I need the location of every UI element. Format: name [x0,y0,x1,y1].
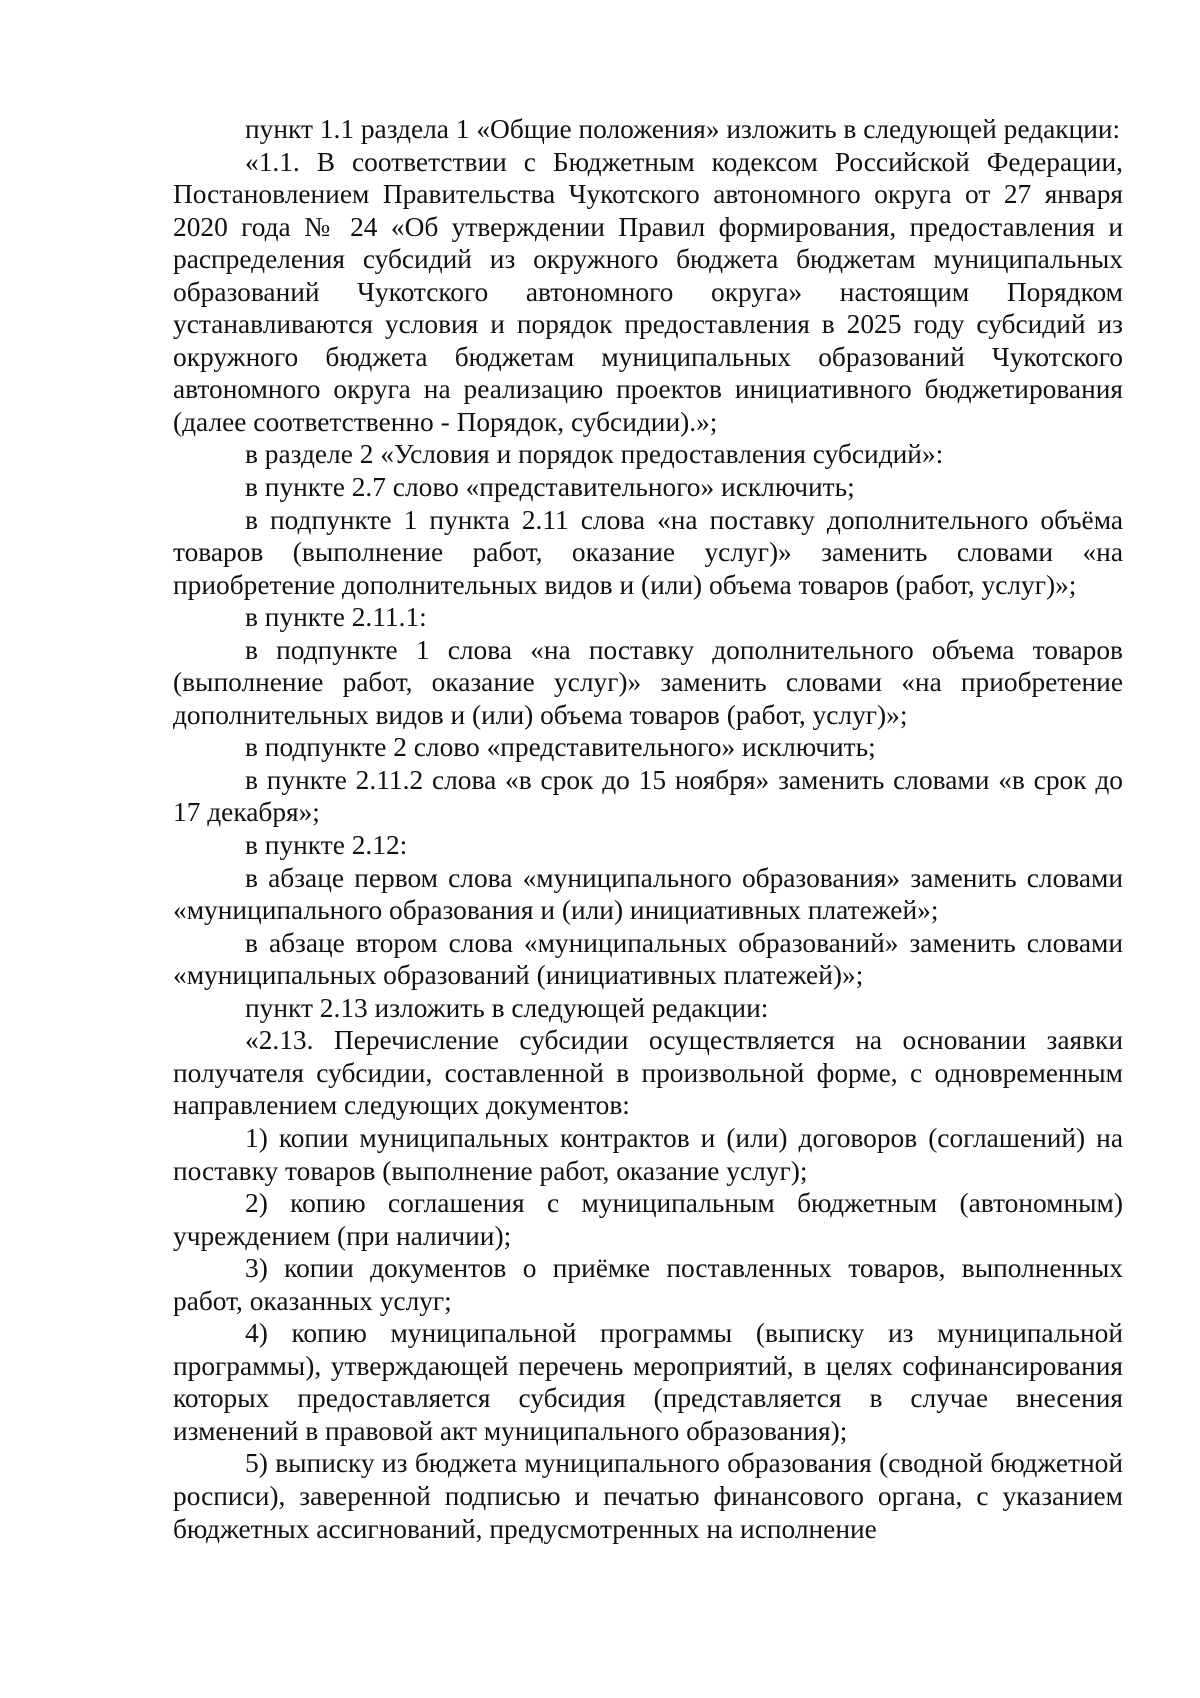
paragraph-10: в пункте 2.12: [245,830,408,861]
paragraph-1: пункт 1.1 раздела 1 «Общие положения» изложить в следующей редакции: [245,114,1121,144]
paragraph-11: в абзаце первом слова «муниципального образования» заменить словами «муниципального образования и (или) инициативных платежей»; [173,862,1123,926]
paragraph-18: 4) копию муниципальной программы (выписку из муниципальной программы), утверждающей перечень мероприятий, в целях софинансирования которых предоставляется субсидия (представляется в случае внесения изменений в правовой акт муниципального образования); [173,1318,1123,1446]
paragraph-15: 1) копии муниципальных контрактов и (или) договоров (соглашений) на поставку товаров (выполнение работ, оказание услуг); [173,1122,1123,1186]
paragraph-4: в пункте 2.7 слово «представительного» исключить; [245,472,855,503]
paragraph-16: 2) копию соглашения с муниципальным бюджетным (автономным) учреждением (при наличии); [173,1188,1123,1251]
paragraph-9: в пункте 2.11.2 слова «в срок до 15 ноября» заменить словами «в срок до 17 декабря»; [173,764,1123,828]
document-body [173,113,1123,1545]
paragraph-7: в подпункте 1 слова «на поставку дополнительного объема товаров (выполнение работ, оказание услуг)» заменить словами «на приобретение дополнительных видов и (или) объема товаров (работ, услуг)»; [173,634,1123,730]
paragraph-13: пункт 2.13 изложить в следующей редакции: [245,992,769,1023]
paragraph-14: «2.13. Перечисление субсидии осуществляется на основании заявки получателя субсидии, составленной в произвольной форме, с одновременным направлением следующих документов: [173,1025,1123,1121]
paragraph-5: в подпункте 1 пункта 2.11 слова «на поставку дополнительного объёма товаров (выполнение работ, оказание услуг)» заменить словами «на приобретение дополнительных видов и (или) объема товаров (работ, услуг)»; [173,504,1123,600]
paragraph-3: в разделе 2 «Условия и порядок предоставления субсидий»: [245,439,944,470]
paragraph-6: в пункте 2.11.1: [245,602,427,633]
paragraph-2: «1.1. В соответствии с Бюджетным кодексом Российской Федерации, Постановлением Правительства Чукотского автономного округа от 27 января 2020 года № 24 «Об утверждении Правил формирования, предоставления и распределения субсидий из окружного бюджета бюджетам муниципальных образований Чукотского автономного округа» настоящим Порядком устанавливаются условия и порядок предоставления в 2025 году субсидий из окружного бюджета бюджетам муниципальных образований Чукотского автономного округа на реализацию проектов инициативного бюджетирования (далее соответственно - Порядок, субсидии).»; [173,146,1123,437]
paragraph-17: 3) копии документов о приёмке поставленных товаров, выполненных работ, оказанных услуг; [173,1253,1123,1316]
paragraph-8: в подпункте 2 слово «представительного» исключить; [245,732,876,763]
paragraph-19: 5) выписку из бюджета муниципального образования (сводной бюджетной росписи), заверенной подписью и печатью финансового органа, с указанием бюджетных ассигнований, предусмотренных на исполнение [173,1448,1123,1544]
paragraph-12: в абзаце втором слова «муниципальных образований» заменить словами «муниципальных образований (инициативных платежей)»; [173,927,1123,991]
